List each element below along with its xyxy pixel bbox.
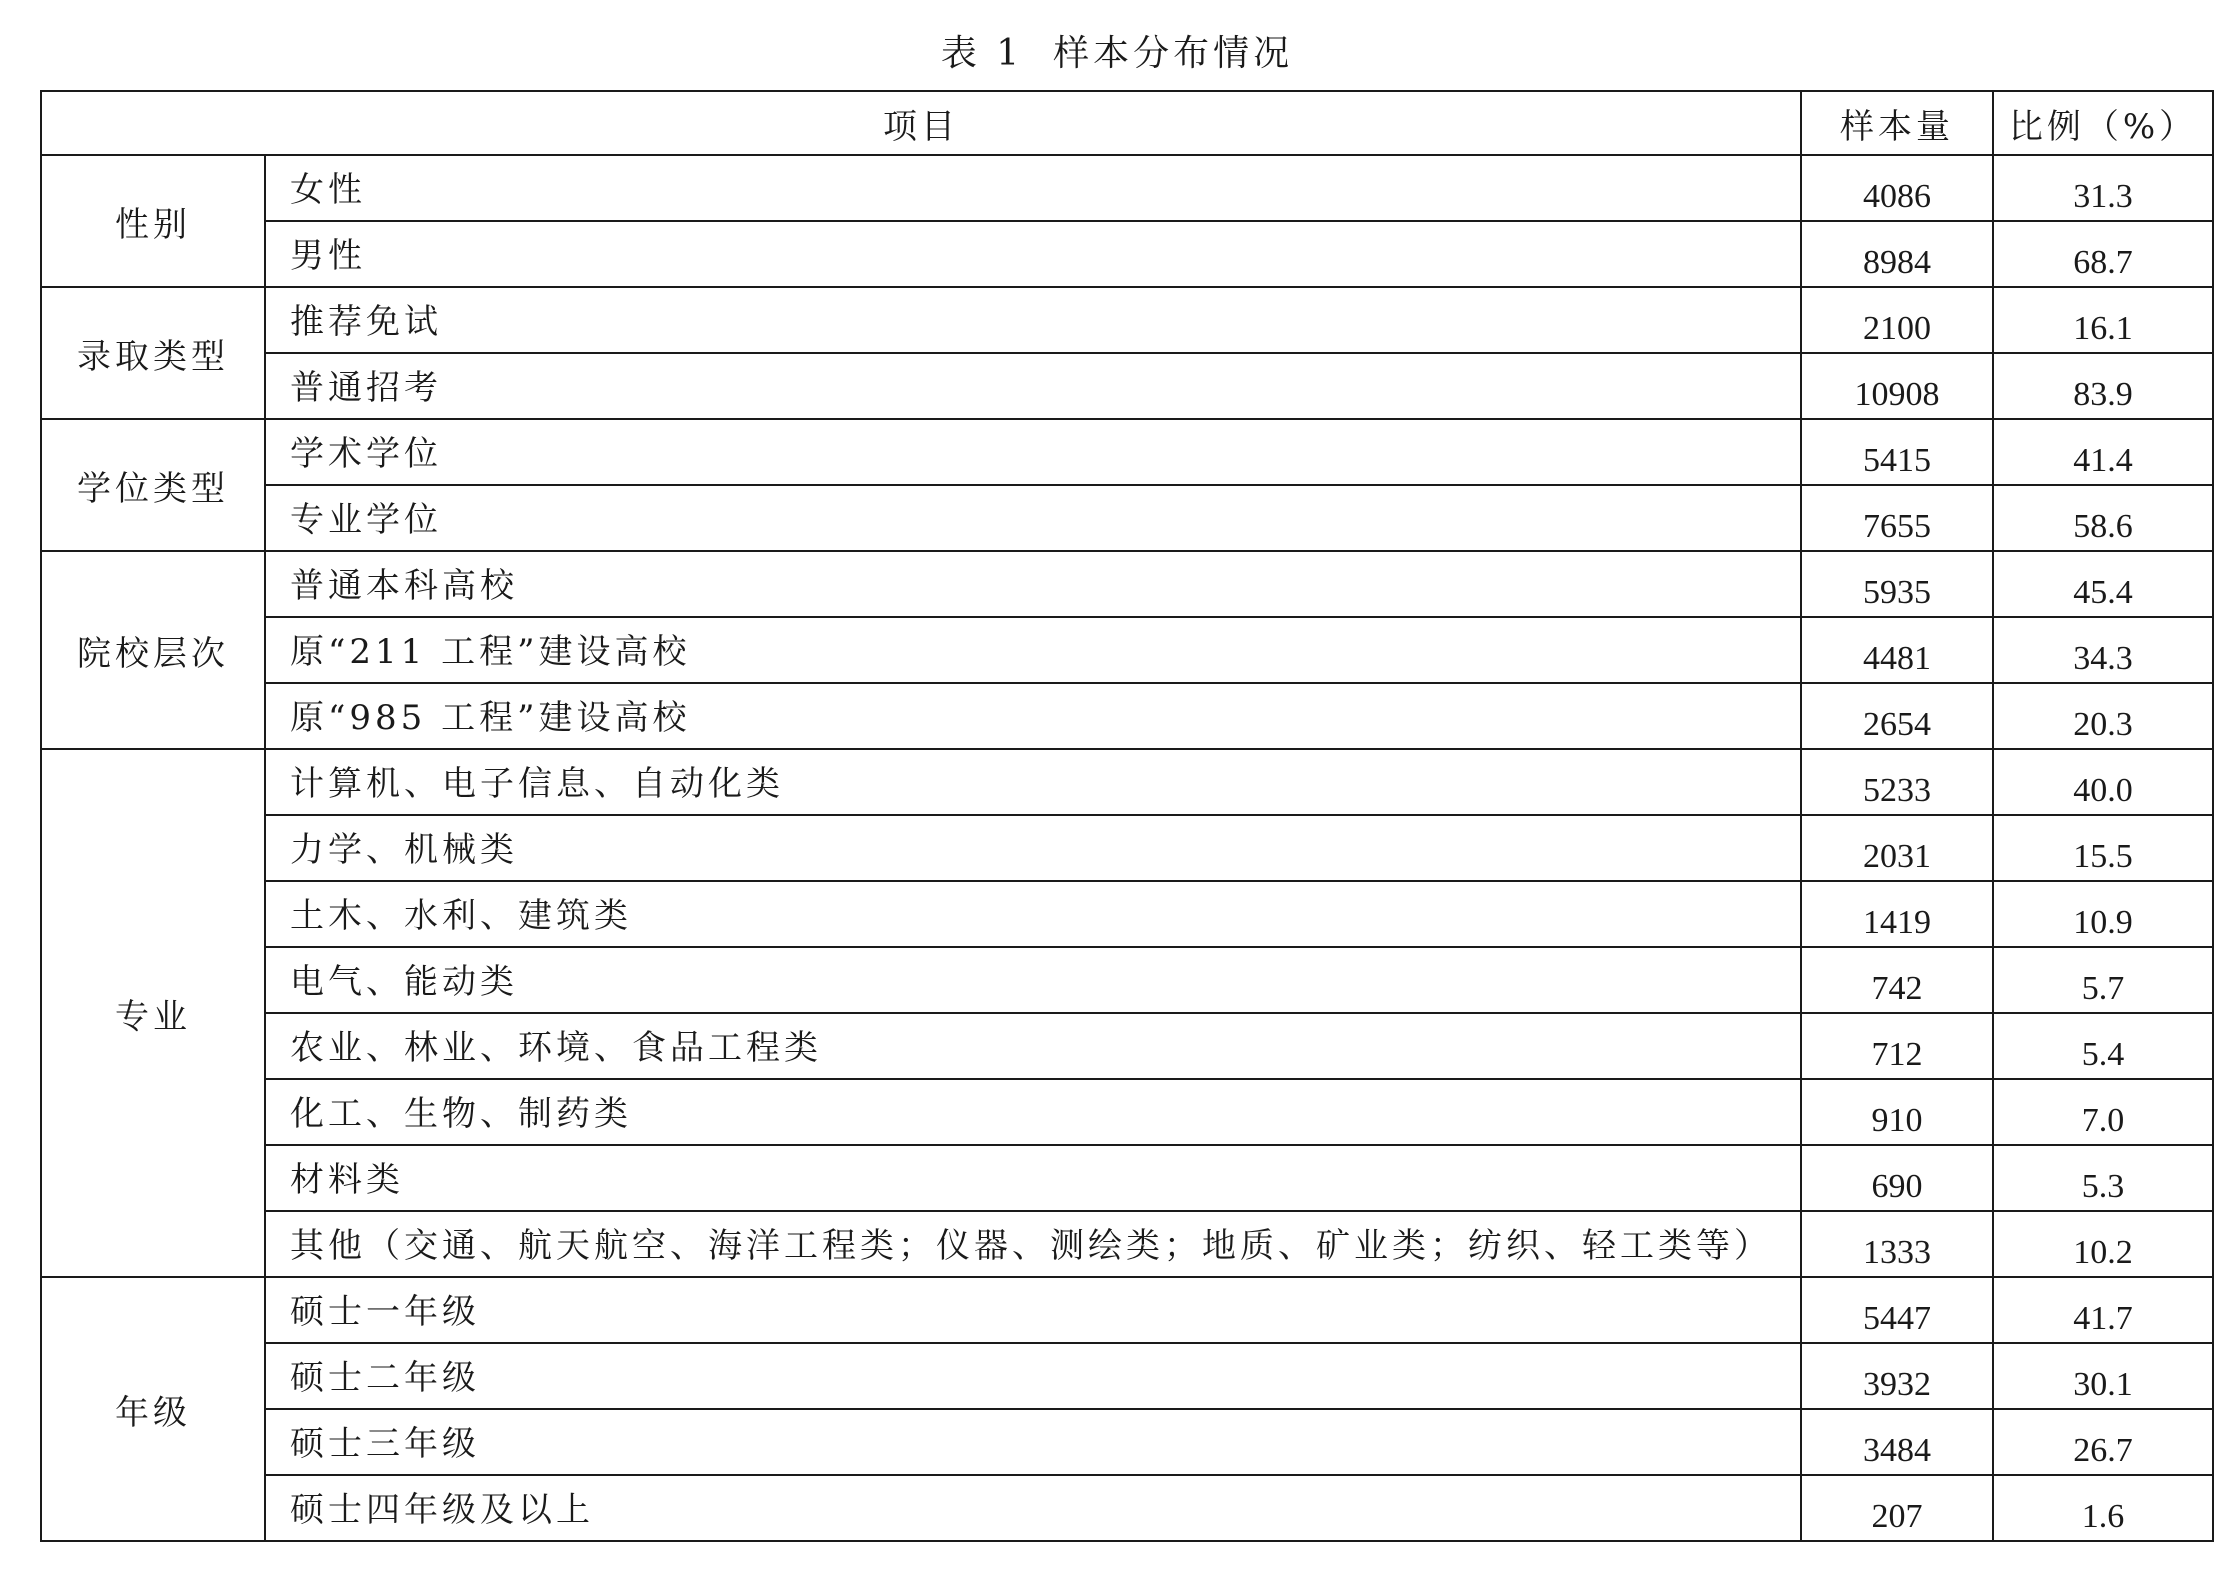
item-cell: 硕士一年级	[265, 1277, 1801, 1343]
table-number: 表 1	[940, 33, 1024, 74]
ratio-cell: 68.7	[1993, 221, 2213, 287]
item-cell: 农业、林业、环境、食品工程类	[265, 1013, 1801, 1079]
group-label: 院校层次	[41, 551, 265, 749]
ratio-cell: 34.3	[1993, 617, 2213, 683]
item-cell: 学术学位	[265, 419, 1801, 485]
count-cell: 910	[1801, 1079, 1993, 1145]
table-row	[41, 1409, 2213, 1475]
ratio-cell: 26.7	[1993, 1409, 2213, 1475]
item-cell: 计算机、电子信息、自动化类	[265, 749, 1801, 815]
count-cell: 690	[1801, 1145, 1993, 1211]
table-row	[41, 617, 2213, 683]
count-cell: 2654	[1801, 683, 1993, 749]
ratio-cell: 45.4	[1993, 551, 2213, 617]
item-cell: 硕士二年级	[265, 1343, 1801, 1409]
group-label: 学位类型	[41, 419, 265, 551]
count-cell: 5415	[1801, 419, 1993, 485]
item-cell: 其他（交通、航天航空、海洋工程类；仪器、测绘类；地质、矿业类；纺织、轻工类等）	[265, 1211, 1801, 1277]
count-cell: 1333	[1801, 1211, 1993, 1277]
table-row	[41, 221, 2213, 287]
table-row	[41, 419, 2213, 485]
item-cell: 普通本科高校	[265, 551, 1801, 617]
group-label: 性别	[41, 155, 265, 287]
item-cell: 土木、水利、建筑类	[265, 881, 1801, 947]
table-row	[41, 749, 2213, 815]
table-row	[41, 485, 2213, 551]
ratio-cell: 5.7	[1993, 947, 2213, 1013]
header-count: 样本量	[1801, 91, 1993, 155]
item-cell: 硕士三年级	[265, 1409, 1801, 1475]
count-cell: 712	[1801, 1013, 1993, 1079]
table-row	[41, 1145, 2213, 1211]
group-label: 年级	[41, 1277, 265, 1541]
table-row	[41, 1277, 2213, 1343]
ratio-cell: 16.1	[1993, 287, 2213, 353]
item-cell: 普通招考	[265, 353, 1801, 419]
count-cell: 207	[1801, 1475, 1993, 1541]
count-cell: 4086	[1801, 155, 1993, 221]
count-cell: 3484	[1801, 1409, 1993, 1475]
item-cell: 推荐免试	[265, 287, 1801, 353]
ratio-cell: 31.3	[1993, 155, 2213, 221]
table-title: 样本分布情况	[1053, 33, 1294, 74]
count-cell: 2031	[1801, 815, 1993, 881]
ratio-cell: 5.3	[1993, 1145, 2213, 1211]
item-cell: 原“985 工程”建设高校	[265, 683, 1801, 749]
item-cell: 硕士四年级及以上	[265, 1475, 1801, 1541]
ratio-cell: 20.3	[1993, 683, 2213, 749]
table-row	[41, 287, 2213, 353]
header-item: 项目	[41, 91, 1801, 155]
ratio-cell: 10.2	[1993, 1211, 2213, 1277]
ratio-cell: 30.1	[1993, 1343, 2213, 1409]
item-cell: 女性	[265, 155, 1801, 221]
ratio-cell: 10.9	[1993, 881, 2213, 947]
table-row	[41, 1475, 2213, 1541]
table-row	[41, 1013, 2213, 1079]
table-row	[41, 815, 2213, 881]
ratio-cell: 58.6	[1993, 485, 2213, 551]
item-cell: 电气、能动类	[265, 947, 1801, 1013]
table-row	[41, 1079, 2213, 1145]
table-row	[41, 1343, 2213, 1409]
sample-distribution-table	[40, 90, 2214, 1542]
ratio-cell: 7.0	[1993, 1079, 2213, 1145]
count-cell: 5447	[1801, 1277, 1993, 1343]
table-row	[41, 353, 2213, 419]
ratio-cell: 40.0	[1993, 749, 2213, 815]
table-row	[41, 551, 2213, 617]
ratio-cell: 15.5	[1993, 815, 2213, 881]
count-cell: 5935	[1801, 551, 1993, 617]
item-cell: 男性	[265, 221, 1801, 287]
table-row	[41, 683, 2213, 749]
table-row	[41, 947, 2213, 1013]
count-cell: 742	[1801, 947, 1993, 1013]
header-ratio: 比例（%）	[1993, 91, 2213, 155]
ratio-cell: 41.7	[1993, 1277, 2213, 1343]
table-row	[41, 155, 2213, 221]
count-cell: 1419	[1801, 881, 1993, 947]
item-cell: 力学、机械类	[265, 815, 1801, 881]
item-cell: 材料类	[265, 1145, 1801, 1211]
count-cell: 7655	[1801, 485, 1993, 551]
item-cell: 专业学位	[265, 485, 1801, 551]
count-cell: 5233	[1801, 749, 1993, 815]
table-body	[41, 155, 2213, 1541]
count-cell: 8984	[1801, 221, 1993, 287]
ratio-cell: 41.4	[1993, 419, 2213, 485]
table-header-row	[41, 91, 2213, 155]
item-cell: 化工、生物、制药类	[265, 1079, 1801, 1145]
count-cell: 3932	[1801, 1343, 1993, 1409]
item-cell: 原“211 工程”建设高校	[265, 617, 1801, 683]
group-label: 录取类型	[41, 287, 265, 419]
table-row	[41, 1211, 2213, 1277]
count-cell: 4481	[1801, 617, 1993, 683]
ratio-cell: 83.9	[1993, 353, 2213, 419]
table-row	[41, 881, 2213, 947]
count-cell: 10908	[1801, 353, 1993, 419]
ratio-cell: 1.6	[1993, 1475, 2213, 1541]
group-label: 专业	[41, 749, 265, 1277]
ratio-cell: 5.4	[1993, 1013, 2213, 1079]
table-caption	[0, 24, 2234, 84]
count-cell: 2100	[1801, 287, 1993, 353]
